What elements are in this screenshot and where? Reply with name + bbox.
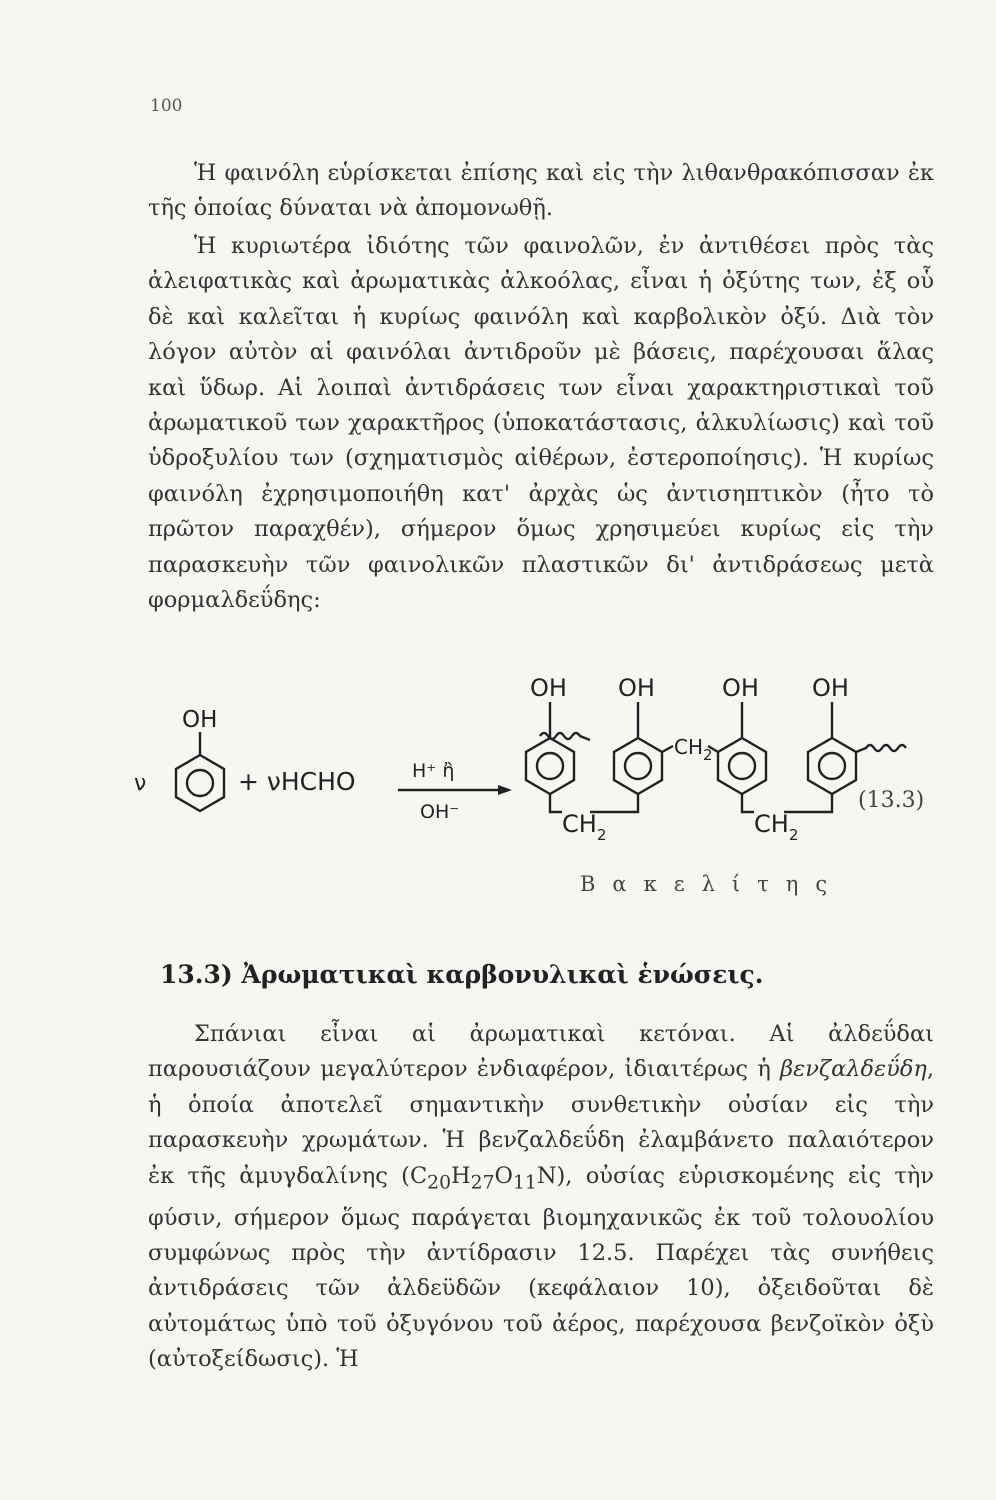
phenol-oh-label: OH	[182, 707, 218, 733]
ch2-label-2: $CH_2$	[674, 735, 713, 764]
product-caption: Βακελίτης	[580, 872, 845, 896]
benzaldehyde-emphasis: βενζαλδεΰδη	[780, 1056, 927, 1083]
section-heading: 13.3) Ἀρωματικαὶ καρβονυλικαὶ ἑνώσεις.	[160, 960, 764, 989]
oh-label-4: OH	[812, 674, 849, 702]
page-number: 100	[150, 96, 183, 116]
polymer-ring-2	[614, 738, 662, 794]
coefficient-n-label: ν	[134, 771, 147, 796]
amygdalin-formula: $C_{20}H_{27}O_{11}N$	[409, 1162, 557, 1194]
paragraph-aromatic-carbonyls: Σπάνιαι εἶναι αἱ ἀρωματικαὶ κετόναι. Αἱ ἀλδεΰδαι παρουσιάζουν μεγαλύτερον ἐνδιαφέρον, ἰδιαιτέρως ἡ βενζαλδεΰδη, ἡ ὁποία ἀποτελεῖ σημαντικὴν συνθετικὴν οὐσίαν εἰς τὴν παρασκευὴν χρωμάτων. Ἡ βενζαλδεΰδη ἐλαμβάνετο παλαιότερον ἐκ τῆς ἀμυγδαλίνης $(C_{20}H_{27}O_{11}N)$, οὐσίας εὑρισκομένης εἰς τὴν φύσιν, σήμερον ὅμως παράγεται βιομηχανικῶς ἐκ τοῦ τολουολίου συμφώνως πρὸς τὴν ἀντίδρασιν 12.5. Παρέχει τὰς συνήθεις ἀντιδράσεις τῶν ἀλδεϋδῶν (κεφάλαιον 10), ὀξειδοῦται δὲ αὐτομάτως ὑπὸ τοῦ ὀξυγόνου τοῦ ἀέρος, παρέχουσα βενζοϊκὸν ὀξὺ (αὐτοξείδωσις). Ἡ	[148, 1021, 934, 1373]
ch2-bridge-2	[742, 794, 754, 812]
catalyst-acid-label: H⁺ ἢ	[412, 760, 455, 782]
paragraph-phenol-properties: Ἡ κυριωτέρα ἰδιότης τῶν φαινολῶν, ἐν ἀντιθέσει πρὸς τὰς ἀλειφατικὰς καὶ ἀρωματικὰς ἀλκοόλας, εἶναι ἡ ὀξύτης των, ἐξ οὗ δὲ καὶ καλεῖται ἡ κυρίως φαινόλη καὶ καρβολικὸν ὀξύ. Διὰ τὸν λόγον αὐτὸν αἱ φαινόλαι ἀντιδροῦν μὲ βάσεις, παρέχουσαι ἅλας καὶ ὕδωρ. Αἱ λοιπαὶ ἀντιδράσεις των εἶναι χαρακτηριστικαὶ τοῦ ἀρωματικοῦ των χαρακτῆρος (ὑποκατάστασις, ἀλκυλίωσις) καὶ τοῦ ὑδροξυλίου των (σχηματισμὸς αἰθέρων, ἐστεροποίησις). Ἡ κυρίως φαινόλη ἐχρησιμοποιήθη κατ' ἀρχὰς ὡς ἀντισηπτικὸν (ἦτο τὸ πρῶτον παραχθέν), σήμερον ὅμως χρησιμεύει κυρίως εἰς τὴν παρασκευὴν τῶν φαινολικῶν πλαστικῶν δι' ἀντιδράσεως μετὰ φορμαλδεΰδης:	[148, 233, 934, 614]
oh-label-2: OH	[618, 674, 655, 702]
oh-label-3: OH	[722, 674, 759, 702]
polymer-ring-3	[718, 738, 766, 794]
catalyst-base-label: OH⁻	[420, 801, 460, 823]
phenol-benzene-ring	[176, 755, 224, 811]
bakelite-reaction-diagram	[120, 660, 940, 860]
polymer-ring-1	[526, 738, 574, 794]
chain-wave-right	[856, 745, 906, 752]
ch2-bridge-1	[550, 794, 562, 812]
formaldehyde-reagent: + νHCHO	[238, 767, 356, 796]
equation-number: (13.3)	[858, 788, 925, 813]
ch2-label-3: $CH_2$	[754, 810, 799, 844]
oh-label-1: OH	[530, 674, 567, 702]
polymer-ring-4	[808, 738, 856, 794]
ch2-label-1: $CH_2$	[562, 810, 607, 844]
paragraph-phenol-occurrence: Ἡ φαινόλη εὑρίσκεται ἐπίσης καὶ εἰς τὴν λιθανθρακόπισσαν ἐκ τῆς ὁποίας δύναται νὰ ἀπομονωθῇ.	[148, 160, 934, 222]
